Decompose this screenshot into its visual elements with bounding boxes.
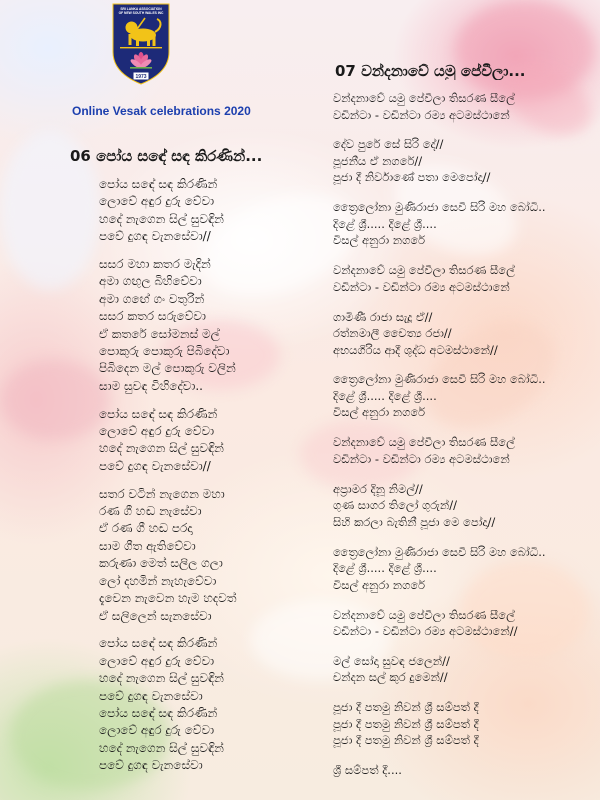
- lyric-line: හදේ නැගෙන සිල් සුවඳින්: [99, 740, 224, 755]
- lyric-line: පවේ දුගඳ වැනසේවා//: [99, 458, 211, 473]
- stanza: [333, 136, 595, 186]
- lyric-line: දිළේ ශ්‍රී..... දිළේ ශ්‍රී....: [333, 216, 437, 231]
- stanza: [99, 486, 327, 625]
- lyric-line: පූජා දී පතමු නිවන් ශ්‍රී සම්පත් දී: [333, 733, 479, 748]
- lyric-line: දැවෙන නැවෙන හැම හදවත්: [99, 591, 237, 606]
- association-logo: [110, 2, 172, 86]
- lyric-line: වන්දනාවේ යමු පේවීලා තිසරණ සීලේ: [333, 91, 515, 105]
- lyric-line: වඩින්ටා - වඩින්ටා රම්‍ය අටමස්ථානේ: [333, 279, 510, 294]
- lyric-line: පිබිදෙන මල් පොකුරු වලින්: [99, 361, 236, 376]
- lyric-line: සිහි කරලා බැතිනී පූජා මෙ පෝදා//: [333, 514, 496, 529]
- lyric-line: සසර කතර සරුවේවා: [99, 309, 206, 324]
- lyric-line: විසල් අනුරා නගරේ: [333, 233, 426, 248]
- lyric-line: දේව පුරේ සේ සිරි දේ//: [333, 137, 444, 152]
- lyric-line: ගාමිණී රාජා සැදූ ඒ//: [333, 309, 433, 324]
- lyric-line: ලොවේ අඳුර දුරු වේවා: [99, 194, 215, 209]
- stanza: [333, 90, 595, 123]
- lyric-line: පෝය සඳේ සඳ කිරණින්: [99, 705, 218, 720]
- stanza: [333, 544, 595, 594]
- stanza: [333, 699, 595, 749]
- lyric-line: හදේ නැගෙන සිල් සුවඳින්: [99, 211, 224, 226]
- lyric-line: පූජනීය ඒ නගරේ//: [333, 153, 423, 168]
- lyric-line: දිළේ ශ්‍රී..... දිළේ ශ්‍රී....: [333, 388, 437, 403]
- logo-text-line-2: OF NEW SOUTH WALES INC: [118, 11, 164, 16]
- lyric-line: වඩින්ටා - වඩින්ටා රම්‍ය අටමස්ථානේ: [333, 451, 510, 466]
- stanza: [99, 176, 327, 246]
- lyric-line: සාම සුවඳ විහිදේවා..: [99, 378, 203, 393]
- logo-shield: [113, 4, 169, 84]
- lyric-line: ලෝ දහමින් නැහැවේවා: [99, 573, 217, 588]
- lyric-line: ත්‍රෛලෝනා මුණිරාජා සෙවී සිරි මහ බෝධි..: [333, 544, 546, 559]
- logo-year: 1973: [135, 74, 147, 81]
- lyric-line: පූජා දී පතමු නිවන් ශ්‍රී සම්පත් දී: [333, 716, 479, 731]
- lyrics-column-right: [333, 90, 595, 790]
- lyric-line: සසර මහා කතර මැදින්: [99, 257, 211, 272]
- lyric-line: රත්නමාලී චෛත්‍ය රජා//: [333, 326, 452, 341]
- pink-flower-petal: [0, 360, 110, 440]
- lyric-line: පෝය සඳේ සඳ කිරණින්: [99, 406, 218, 421]
- logo-text-line-1: SRI LANKA ASSOCIATION: [120, 6, 162, 11]
- lyric-line: අභයගිරිය ආදී ශුද්ධ අටමස්ථානේ//: [333, 342, 498, 357]
- lyric-line: පොකුරු පොකුරු පිබිදේවා: [99, 344, 230, 359]
- lyric-line: අප්‍රාමර දිනූ නිමල්//: [333, 481, 423, 496]
- stanza: [99, 635, 327, 774]
- stanza: [99, 256, 327, 395]
- lyric-line: ලොවේ අඳුර දුරු වේවා: [99, 723, 215, 738]
- lyric-line: වඩින්ටා - වඩින්ටා රම්‍ය අටමස්ථානේ: [333, 107, 510, 122]
- lyric-line: ත්‍රෛලෝනා මුණිරාජා සෙවී සිරි මහ බෝධි..: [333, 200, 546, 215]
- lyric-line: මල් සෝදා සුවඳ ජලෙන්//: [333, 653, 450, 668]
- lyric-line: පූජා දී නිර්වාණේ පතා මෙපෝදා//: [333, 170, 491, 185]
- stanza: [333, 653, 595, 686]
- stanza: [333, 199, 595, 249]
- lyric-line: හදේ නැගෙන සිල් සුවඳින්: [99, 441, 224, 456]
- lyric-line: කරුණා මෙත් සලිල ගලා: [99, 556, 223, 571]
- lyric-line: පෝය සඳේ සඳ කිරණින්: [99, 636, 218, 651]
- stanza: [333, 262, 595, 295]
- lyric-line: විසල් අනුරා නගරේ: [333, 577, 426, 592]
- lyric-line: චන්දන සල් කුර දුමෙන්//: [333, 670, 448, 685]
- lyric-line: පවේ දුගඳ වැනසේවා: [99, 758, 203, 773]
- lyric-line: දිළේ ශ්‍රී..... දිළේ ශ්‍රී....: [333, 561, 437, 576]
- lyric-line: ඒ සලිලෙන් සැනසේවා: [99, 608, 212, 623]
- lyric-line: පවේ දුගඳ වැනසේවා: [99, 688, 203, 703]
- lyric-line: ඒ රණ ගී හඬ පරදා: [99, 521, 193, 536]
- lyric-line: ලොවේ අඳුර දුරු වේවා: [99, 424, 215, 439]
- event-title: Online Vesak celebrations 2020: [72, 104, 251, 118]
- stanza: [333, 309, 595, 359]
- lyrics-column-left: [99, 176, 327, 786]
- stanza: [333, 434, 595, 467]
- lyric-line: සතර වටින් නැගෙන මහා: [99, 486, 225, 501]
- lyric-line: ශ්‍රී සම්පත් දී....: [333, 763, 402, 778]
- stanza: [333, 481, 595, 531]
- lyric-line: හදේ නැගෙන සිල් සුවඳින්: [99, 671, 224, 686]
- lyric-line: රණ ගී හඬ නැසේවා: [99, 504, 202, 519]
- lyric-line: ගුණ සාගර තිලෝ ගුරුන්//: [333, 498, 457, 513]
- stanza: [333, 607, 595, 640]
- lyric-line: පවේ දුගඳ වැනසේවා//: [99, 229, 211, 244]
- stanza: [99, 406, 327, 476]
- lyric-line: සාම ගීත ඇතිවේවා: [99, 538, 196, 553]
- song-title: 07 වන්දනාවේ යමු පේවීලා...: [335, 62, 526, 80]
- lyric-line: වන්දනාවේ යමු පේවීලා තිසරණ සීලේ: [333, 607, 515, 622]
- lyric-line: ලොවේ අඳුර දුරු වේවා: [99, 653, 215, 668]
- lyric-line: පෝය සඳේ සඳ කිරණින්: [99, 177, 218, 191]
- lyric-line: ඒ කතරේ සෝමනස් මල්: [99, 326, 220, 341]
- lyric-line: අමා ගඟේ ගං වතුරින්: [99, 291, 205, 306]
- stanza: [333, 371, 595, 421]
- lyric-line: පූජා දී පතමු නිවන් ශ්‍රී සම්පත් දී: [333, 700, 479, 715]
- lyric-line: වන්දනාවේ යමු පේවීලා තිසරණ සීලේ: [333, 435, 515, 450]
- lyric-line: අමා ගඟුල බිහිවේවා: [99, 274, 202, 289]
- lyric-line: ත්‍රෛලෝනා මුණිරාජා සෙවී සිරි මහ බෝධි..: [333, 372, 546, 387]
- lyric-line: වන්දනාවේ යමු පේවීලා තිසරණ සීලේ: [333, 263, 515, 278]
- stanza: [333, 762, 595, 779]
- song-title: 06 පෝය සඳේ සඳ කිරණින්...: [70, 147, 263, 165]
- lyric-line: විසල් අනුරා නගරේ: [333, 405, 426, 420]
- lyric-line: වඩින්ටා - වඩින්ටා රම්‍ය අටමස්ථානේ//: [333, 624, 518, 639]
